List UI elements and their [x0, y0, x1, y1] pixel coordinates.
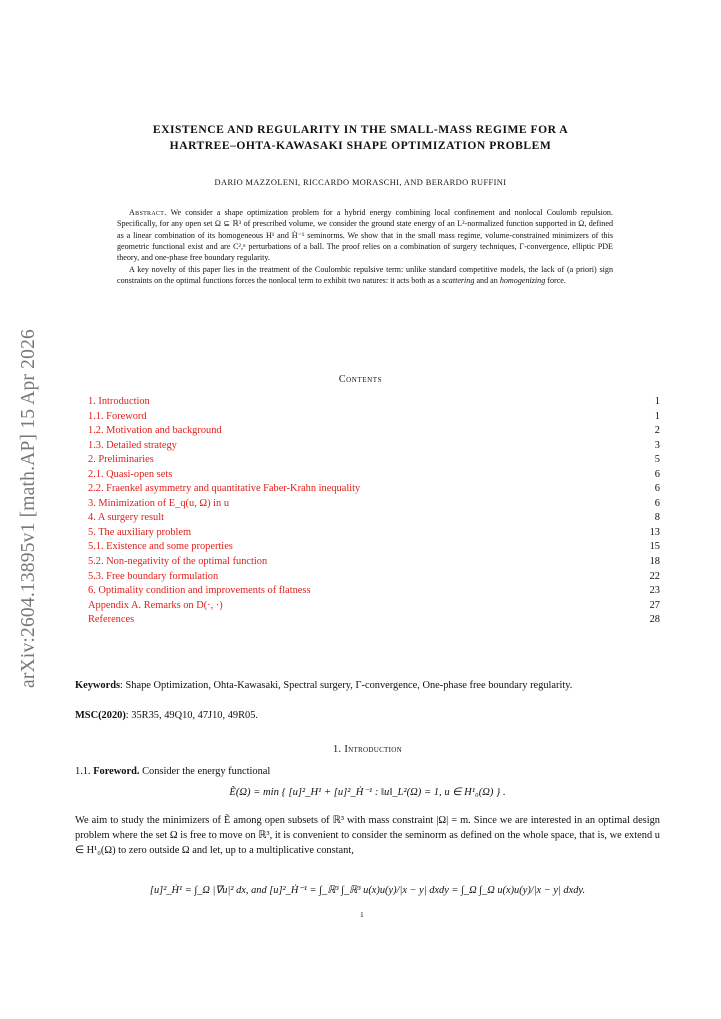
toc-page: 28 [649, 614, 660, 626]
toc-entry[interactable] [88, 555, 660, 570]
toc-entry[interactable] [88, 468, 660, 483]
keywords [75, 679, 660, 694]
abstract-text-2a: A key novelty of this paper lies in the treatment of the Coulombic repulsive term: unlike standard competitive models, the lack of (a priori) sign constraints on the optimal functions forces the nonlocal term to exhibit two natures: it acts both as a [117, 264, 613, 286]
toc-link[interactable]: 5.2. Non-negativity of the optimal function [88, 556, 268, 568]
toc-entry[interactable] [88, 497, 660, 512]
toc-entry[interactable] [88, 410, 660, 425]
toc-link[interactable]: 2.1. Quasi-open sets [88, 468, 173, 480]
toc-page: 5 [654, 454, 660, 466]
toc-entry[interactable] [88, 613, 660, 628]
msc-text: : 35R35, 49Q10, 47J10, 49R05. [125, 710, 258, 721]
toc-entry[interactable] [88, 482, 660, 497]
toc-link[interactable]: 5.1. Existence and some properties [88, 541, 233, 553]
abstract-label: Abstract. [129, 208, 167, 217]
toc-entry[interactable] [88, 584, 660, 599]
toc-link[interactable]: 5. The auxiliary problem [88, 526, 192, 538]
subsection-intro-text: Consider the energy functional [142, 766, 271, 777]
abstract-emph-homogenizing: homogenizing [499, 276, 546, 286]
toc-page: 3 [654, 439, 660, 451]
toc-link[interactable]: 1. Introduction [88, 396, 150, 407]
toc-link[interactable]: 2.2. Fraenkel asymmetry and quantitative Faber-Krahn inequality [88, 483, 361, 495]
toc-page: 6 [654, 497, 660, 509]
toc-link[interactable]: 1.3. Detailed strategy [88, 439, 177, 451]
msc-label: MSC(2020) [75, 710, 126, 721]
toc-page: 2 [654, 425, 660, 437]
keywords-text: : Shape Optimization, Ohta-Kawasaki, Spectral surgery, Γ-convergence, One-phase free boundary regularity. [120, 680, 573, 691]
subsection-title: Foreword. [93, 766, 140, 777]
arxiv-id-text: arXiv:2604.13895v1 [math.AP] 15 Apr 2026 [18, 329, 39, 688]
toc-link[interactable]: 5.3. Free boundary formulation [88, 570, 219, 582]
toc-link[interactable]: 4. A surgery result [88, 512, 165, 524]
abstract-text-2b: and an [476, 276, 498, 286]
body-paragraph-text: We aim to study the minimizers of Ẽ among open subsets of ℝ³ with mass constraint |Ω| = m. Since we are interested in an optimal design problem where the set Ω is free to move on ℝ³, it is convenient to consider the seminorm as defined on the whole space, that is, we extend u ∈ H¹₀(Ω) to zero outside Ω and let, up to a multiplicative constant, [75, 815, 660, 856]
paper-title [90, 122, 631, 154]
toc-link[interactable]: 3. Minimization of E_q(u, Ω) in u [88, 497, 230, 509]
toc-entry[interactable] [88, 526, 660, 541]
toc-link[interactable]: References [88, 614, 135, 626]
body-paragraph [75, 814, 660, 858]
msc-classification [75, 710, 660, 721]
abstract-paragraph-1 [117, 207, 613, 264]
toc-page: 23 [649, 585, 660, 597]
toc-link[interactable]: 6. Optimality condition and improvements of flatness [88, 585, 311, 597]
toc-link[interactable]: Appendix A. Remarks on D(·, ·) [88, 599, 223, 611]
toc-page: 13 [649, 526, 660, 538]
abstract-emph-scattering: scattering [442, 276, 475, 286]
seminorm-equation: [u]²_Ḣ¹ = ∫_Ω |∇u|² dx, and [u]²_Ḣ⁻¹ = ∫_ℝ³ ∫_ℝ³ u(x)u(y)/|x − y| dxdy = ∫_Ω ∫_Ω u(x)u(y)/|x − y| dxdy. [149, 885, 586, 896]
abstract-text-1: We consider a shape optimization problem for a hybrid energy combining local confinement and nonlocal Coulomb repulsion. Specifically, for any open set Ω ⊆ ℝ³ of prescribed volume, we consider the ground state energy of an L²-normalized function supported in Ω, defined as a linear combination of its homogeneous H¹ and Ḣ⁻¹ seminorms. We show that in the small mass regime, volume-constrained minimizers of this geometric functional exist and are C²,ᵅ perturbations of a ball. The proof relies on a combination of surgery techniques, Γ-convergence, elliptic PDE theory, and one-phase free boundary regularity. [117, 208, 613, 263]
toc-page: 18 [649, 556, 660, 568]
toc-link[interactable]: 1.1. Foreword [88, 410, 147, 422]
energy-functional-equation: Ẽ(Ω) = min { [u]²_H¹ + [u]²_Ḣ⁻¹ : ‖u‖_L²(Ω) = 1, u ∈ H¹₀(Ω) } . [229, 787, 506, 798]
subsection-number: 1.1. [75, 766, 91, 777]
toc-entry[interactable] [88, 395, 660, 410]
table-of-contents [88, 395, 660, 628]
toc-page: 27 [649, 599, 660, 611]
title-line-2: HARTREE–OHTA-KAWASAKI SHAPE OPTIMIZATION PROBLEM [169, 139, 552, 152]
section-heading [75, 744, 660, 755]
abstract-text-2c: force. [547, 276, 566, 286]
title-line-1: EXISTENCE AND REGULARITY IN THE SMALL-MASS REGIME FOR A [152, 123, 569, 136]
toc-entry[interactable] [88, 511, 660, 526]
toc-entry[interactable] [88, 424, 660, 439]
toc-page: 22 [649, 570, 660, 582]
toc-page: 8 [654, 512, 660, 524]
toc-page: 6 [654, 468, 660, 480]
toc-page: 1 [654, 396, 660, 407]
toc-page: 15 [649, 541, 660, 553]
toc-link[interactable]: 2. Preliminaries [88, 454, 154, 466]
toc-entry[interactable] [88, 599, 660, 614]
toc-entry[interactable] [88, 453, 660, 468]
toc-link[interactable]: 1.2. Motivation and background [88, 425, 222, 437]
toc-page: 6 [654, 483, 660, 495]
authors: DARIO MAZZOLENI, RICCARDO MORASCHI, AND BERARDO RUFFINI [214, 178, 507, 187]
keywords-label: Keywords [75, 680, 121, 691]
toc-entry[interactable] [88, 540, 660, 555]
abstract [117, 207, 613, 286]
toc-entry[interactable] [88, 570, 660, 585]
contents-heading: Contents [338, 374, 383, 385]
section-heading-text: 1. Introduction [333, 744, 402, 755]
toc-entry[interactable] [88, 439, 660, 454]
subsection-heading [75, 766, 660, 777]
page-number: 1 [360, 910, 364, 919]
toc-page: 1 [654, 410, 660, 422]
abstract-paragraph-2 [117, 264, 613, 287]
